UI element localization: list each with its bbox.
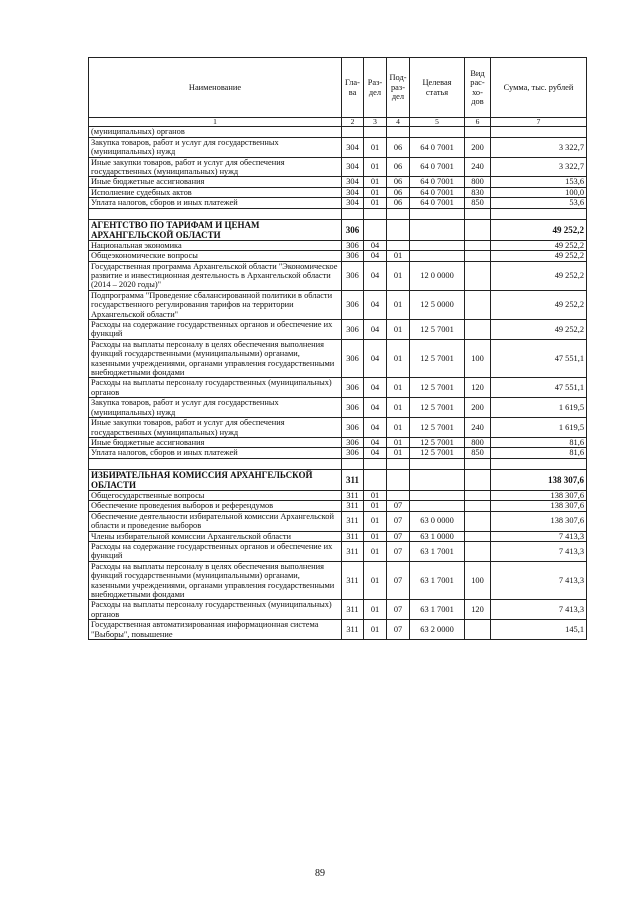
row-razdel: 01 (364, 137, 387, 157)
row-glava: 311 (342, 561, 364, 600)
row-razdel: 01 (364, 177, 387, 187)
table-row (89, 561, 587, 600)
row-glava: 311 (342, 469, 364, 490)
row-glava: 311 (342, 490, 364, 500)
row-sum: 49 252,2 (491, 320, 587, 340)
row-sum (491, 127, 587, 137)
section-row (89, 469, 587, 490)
row-razdel: 01 (364, 600, 387, 620)
table-row (89, 261, 587, 290)
row-vid (465, 290, 491, 319)
row-sum: 3 322,7 (491, 157, 587, 177)
row-glava: 311 (342, 511, 364, 531)
table-row (89, 600, 587, 620)
row-name: Государственная автоматизированная информационная система "Выборы", повышение (89, 620, 342, 640)
table-row (89, 501, 587, 511)
row-target (410, 208, 465, 219)
row-sum: 7 413,3 (491, 531, 587, 541)
row-razdel: 01 (364, 490, 387, 500)
row-podrazdel: 01 (387, 448, 410, 458)
row-name: Закупка товаров, работ и услуг для государственных (муниципальных) нужд (89, 137, 342, 157)
row-name: Обеспечение деятельности избирательной комиссии Архангельской области и проведение выборов (89, 511, 342, 531)
row-target: 12 5 7001 (410, 339, 465, 378)
row-glava: 304 (342, 187, 364, 197)
row-vid (465, 251, 491, 261)
row-glava: 306 (342, 240, 364, 250)
row-target (410, 490, 465, 500)
row-podrazdel: 07 (387, 531, 410, 541)
row-vid: 240 (465, 418, 491, 438)
row-target: 63 1 7001 (410, 600, 465, 620)
row-sum: 47 551,1 (491, 378, 587, 398)
row-vid (465, 208, 491, 219)
row-vid (465, 501, 491, 511)
row-razdel: 04 (364, 437, 387, 447)
row-podrazdel: 06 (387, 137, 410, 157)
row-name: Расходы на выплаты персоналу в целях обеспечения выполнения функций государственными (муниципальными) органами, казенными учреждениями, органами управления государственными внебюджетными фондами (89, 339, 342, 378)
col-number: 5 (410, 118, 465, 127)
budget-table (88, 57, 587, 640)
table-row (89, 157, 587, 177)
row-glava: 306 (342, 339, 364, 378)
table-row (89, 320, 587, 340)
row-glava: 306 (342, 251, 364, 261)
table-row (89, 251, 587, 261)
row-vid (465, 490, 491, 500)
row-razdel (364, 469, 387, 490)
row-podrazdel: 06 (387, 187, 410, 197)
row-glava: 306 (342, 219, 364, 240)
page-number: 89 (315, 868, 325, 879)
row-razdel (364, 127, 387, 137)
row-vid: 120 (465, 600, 491, 620)
table-row (89, 490, 587, 500)
row-name: (муниципальных) органов (89, 127, 342, 137)
row-sum: 7 413,3 (491, 600, 587, 620)
row-sum: 49 252,2 (491, 219, 587, 240)
row-target: 64 0 7001 (410, 198, 465, 208)
row-razdel: 01 (364, 157, 387, 177)
row-podrazdel (387, 469, 410, 490)
row-glava (342, 127, 364, 137)
row-target: 63 2 0000 (410, 620, 465, 640)
row-podrazdel (387, 458, 410, 469)
row-vid: 200 (465, 398, 491, 418)
row-sum: 138 307,6 (491, 469, 587, 490)
row-podrazdel: 01 (387, 261, 410, 290)
row-glava: 304 (342, 157, 364, 177)
row-vid: 120 (465, 378, 491, 398)
row-name: Члены избирательной комиссии Архангельской области (89, 531, 342, 541)
row-razdel (364, 458, 387, 469)
row-sum: 145,1 (491, 620, 587, 640)
table-row (89, 240, 587, 250)
row-sum: 49 252,2 (491, 290, 587, 319)
row-target: 63 1 7001 (410, 541, 465, 561)
table-row (89, 137, 587, 157)
table-body (89, 127, 587, 640)
row-target: 12 5 7001 (410, 398, 465, 418)
row-vid: 100 (465, 339, 491, 378)
row-podrazdel: 06 (387, 177, 410, 187)
table-row (89, 198, 587, 208)
row-glava: 311 (342, 541, 364, 561)
row-razdel: 04 (364, 261, 387, 290)
row-podrazdel: 07 (387, 511, 410, 531)
row-name: Иные бюджетные ассигнования (89, 437, 342, 447)
section-row (89, 219, 587, 240)
col-number: 1 (89, 118, 342, 127)
row-target: 12 5 7001 (410, 418, 465, 438)
row-vid: 200 (465, 137, 491, 157)
row-razdel: 01 (364, 511, 387, 531)
row-glava: 311 (342, 600, 364, 620)
row-podrazdel: 07 (387, 620, 410, 640)
row-razdel (364, 219, 387, 240)
row-target: 12 0 0000 (410, 261, 465, 290)
row-vid: 850 (465, 198, 491, 208)
row-vid (465, 469, 491, 490)
col-header-target: Целевая статья (410, 58, 465, 118)
spacer-row (89, 208, 587, 219)
row-name: Расходы на выплаты персоналу государственных (муниципальных) органов (89, 600, 342, 620)
row-target: 12 5 7001 (410, 437, 465, 447)
row-target: 63 1 7001 (410, 561, 465, 600)
row-razdel: 01 (364, 531, 387, 541)
row-vid (465, 620, 491, 640)
row-podrazdel: 01 (387, 378, 410, 398)
row-podrazdel: 06 (387, 198, 410, 208)
row-podrazdel: 07 (387, 501, 410, 511)
row-sum: 81,6 (491, 437, 587, 447)
col-header-sum: Сумма, тыс. рублей (491, 58, 587, 118)
row-sum: 7 413,3 (491, 541, 587, 561)
row-target (410, 251, 465, 261)
table-row (89, 448, 587, 458)
row-razdel: 01 (364, 541, 387, 561)
table-row (89, 127, 587, 137)
row-name: Иные закупки товаров, работ и услуг для обеспечения государственных (муниципальных) нужд (89, 157, 342, 177)
row-glava (342, 208, 364, 219)
row-target: 12 5 7001 (410, 448, 465, 458)
row-glava: 306 (342, 437, 364, 447)
row-podrazdel (387, 219, 410, 240)
row-sum: 138 307,6 (491, 490, 587, 500)
row-podrazdel: 01 (387, 398, 410, 418)
row-sum: 3 322,7 (491, 137, 587, 157)
row-vid (465, 511, 491, 531)
row-name: Расходы на содержание государственных органов и обеспечение их функций (89, 541, 342, 561)
spacer-row (89, 458, 587, 469)
row-target: 12 5 7001 (410, 378, 465, 398)
row-target (410, 501, 465, 511)
row-glava: 311 (342, 620, 364, 640)
row-sum: 53,6 (491, 198, 587, 208)
row-sum: 7 413,3 (491, 561, 587, 600)
row-sum: 49 252,2 (491, 261, 587, 290)
table-row (89, 531, 587, 541)
row-podrazdel (387, 208, 410, 219)
row-sum: 138 307,6 (491, 501, 587, 511)
table-row (89, 378, 587, 398)
col-header-podrazdel: Под- раз- дел (387, 58, 410, 118)
row-podrazdel: 01 (387, 290, 410, 319)
row-target: 63 1 0000 (410, 531, 465, 541)
row-podrazdel: 07 (387, 600, 410, 620)
row-name (89, 458, 342, 469)
row-razdel (364, 208, 387, 219)
row-glava: 306 (342, 378, 364, 398)
row-razdel: 04 (364, 240, 387, 250)
table-row (89, 187, 587, 197)
row-sum: 49 252,2 (491, 251, 587, 261)
row-razdel: 04 (364, 448, 387, 458)
row-name: Уплата налогов, сборов и иных платежей (89, 198, 342, 208)
row-glava: 304 (342, 137, 364, 157)
row-target: 64 0 7001 (410, 187, 465, 197)
row-name: Государственная программа Архангельской области "Экономическое развитие и инвестиционная деятельность в Архангельской области (2014 – 2020 годы)" (89, 261, 342, 290)
column-number-row (89, 118, 587, 127)
row-sum (491, 458, 587, 469)
row-name: Общеэкономические вопросы (89, 251, 342, 261)
row-name: ИЗБИРАТЕЛЬНАЯ КОМИССИЯ АРХАНГЕЛЬСКОЙ ОБЛАСТИ (89, 469, 342, 490)
table-row (89, 511, 587, 531)
col-number: 7 (491, 118, 587, 127)
row-razdel: 04 (364, 320, 387, 340)
header-row (89, 58, 587, 118)
table-row (89, 620, 587, 640)
row-name: Иные закупки товаров, работ и услуг для обеспечения государственных (муниципальных) нужд (89, 418, 342, 438)
row-razdel: 04 (364, 398, 387, 418)
row-podrazdel: 01 (387, 251, 410, 261)
row-target (410, 219, 465, 240)
row-podrazdel: 07 (387, 561, 410, 600)
row-razdel: 04 (364, 378, 387, 398)
row-razdel: 04 (364, 251, 387, 261)
row-name: Расходы на выплаты персоналу в целях обеспечения выполнения функций государственными (муниципальными) органами, казенными учреждениями, органами управления государственными внебюджетными фондами (89, 561, 342, 600)
row-podrazdel (387, 240, 410, 250)
row-name: Уплата налогов, сборов и иных платежей (89, 448, 342, 458)
row-sum: 138 307,6 (491, 511, 587, 531)
row-vid: 850 (465, 448, 491, 458)
col-number: 2 (342, 118, 364, 127)
row-podrazdel: 01 (387, 339, 410, 378)
row-sum: 81,6 (491, 448, 587, 458)
col-number: 4 (387, 118, 410, 127)
table-row (89, 437, 587, 447)
row-target: 64 0 7001 (410, 177, 465, 187)
row-sum: 1 619,5 (491, 398, 587, 418)
row-vid: 800 (465, 177, 491, 187)
table-row (89, 177, 587, 187)
row-glava (342, 458, 364, 469)
row-target: 12 5 7001 (410, 320, 465, 340)
row-razdel: 04 (364, 339, 387, 378)
row-podrazdel (387, 490, 410, 500)
row-vid (465, 320, 491, 340)
row-glava: 304 (342, 177, 364, 187)
row-target: 64 0 7001 (410, 157, 465, 177)
table-row (89, 290, 587, 319)
row-razdel: 01 (364, 501, 387, 511)
row-sum: 153,6 (491, 177, 587, 187)
row-name (89, 208, 342, 219)
table-row (89, 398, 587, 418)
row-vid (465, 531, 491, 541)
row-name: Национальная экономика (89, 240, 342, 250)
row-glava: 311 (342, 531, 364, 541)
row-glava: 306 (342, 398, 364, 418)
row-glava: 306 (342, 418, 364, 438)
row-sum (491, 208, 587, 219)
table-row (89, 541, 587, 561)
row-name: Обеспечение проведения выборов и референдумов (89, 501, 342, 511)
row-target (410, 469, 465, 490)
row-name: Иные бюджетные ассигнования (89, 177, 342, 187)
row-sum: 47 551,1 (491, 339, 587, 378)
row-vid: 100 (465, 561, 491, 600)
row-podrazdel: 07 (387, 541, 410, 561)
col-header-vid: Вид рас- хо- дов (465, 58, 491, 118)
col-number: 6 (465, 118, 491, 127)
row-name: Подпрограмма "Проведение сбалансированной политики в области государственного регулирования тарифов на территории Архангельской области" (89, 290, 342, 319)
row-name: Расходы на содержание государственных органов и обеспечение их функций (89, 320, 342, 340)
row-vid: 800 (465, 437, 491, 447)
row-podrazdel: 01 (387, 320, 410, 340)
row-target (410, 458, 465, 469)
col-header-razdel: Раз- дел (364, 58, 387, 118)
table-row (89, 339, 587, 378)
row-podrazdel: 06 (387, 157, 410, 177)
row-vid (465, 219, 491, 240)
row-sum: 100,0 (491, 187, 587, 197)
row-razdel: 04 (364, 418, 387, 438)
table-row (89, 418, 587, 438)
row-vid: 240 (465, 157, 491, 177)
row-vid (465, 458, 491, 469)
row-podrazdel: 01 (387, 418, 410, 438)
row-glava: 306 (342, 290, 364, 319)
row-sum: 1 619,5 (491, 418, 587, 438)
row-razdel: 01 (364, 198, 387, 208)
row-target (410, 127, 465, 137)
row-name: Расходы на выплаты персоналу государственных (муниципальных) органов (89, 378, 342, 398)
row-vid (465, 240, 491, 250)
row-name: Общегосударственные вопросы (89, 490, 342, 500)
row-target (410, 240, 465, 250)
row-razdel: 01 (364, 620, 387, 640)
col-header-glava: Гла- ва (342, 58, 364, 118)
row-podrazdel (387, 127, 410, 137)
row-name: АГЕНТСТВО ПО ТАРИФАМ И ЦЕНАМ АРХАНГЕЛЬСКОЙ ОБЛАСТИ (89, 219, 342, 240)
row-glava: 306 (342, 448, 364, 458)
row-glava: 304 (342, 198, 364, 208)
row-razdel: 01 (364, 187, 387, 197)
row-vid (465, 261, 491, 290)
row-razdel: 01 (364, 561, 387, 600)
row-target: 63 0 0000 (410, 511, 465, 531)
row-glava: 306 (342, 261, 364, 290)
row-target: 12 5 0000 (410, 290, 465, 319)
col-number: 3 (364, 118, 387, 127)
row-target: 64 0 7001 (410, 137, 465, 157)
row-name: Закупка товаров, работ и услуг для государственных (муниципальных) нужд (89, 398, 342, 418)
row-vid (465, 541, 491, 561)
row-name: Исполнение судебных актов (89, 187, 342, 197)
row-sum: 49 252,2 (491, 240, 587, 250)
row-vid (465, 127, 491, 137)
row-podrazdel: 01 (387, 437, 410, 447)
row-glava: 306 (342, 320, 364, 340)
row-glava: 311 (342, 501, 364, 511)
col-header-name: Наименование (89, 58, 342, 118)
row-razdel: 04 (364, 290, 387, 319)
row-vid: 830 (465, 187, 491, 197)
